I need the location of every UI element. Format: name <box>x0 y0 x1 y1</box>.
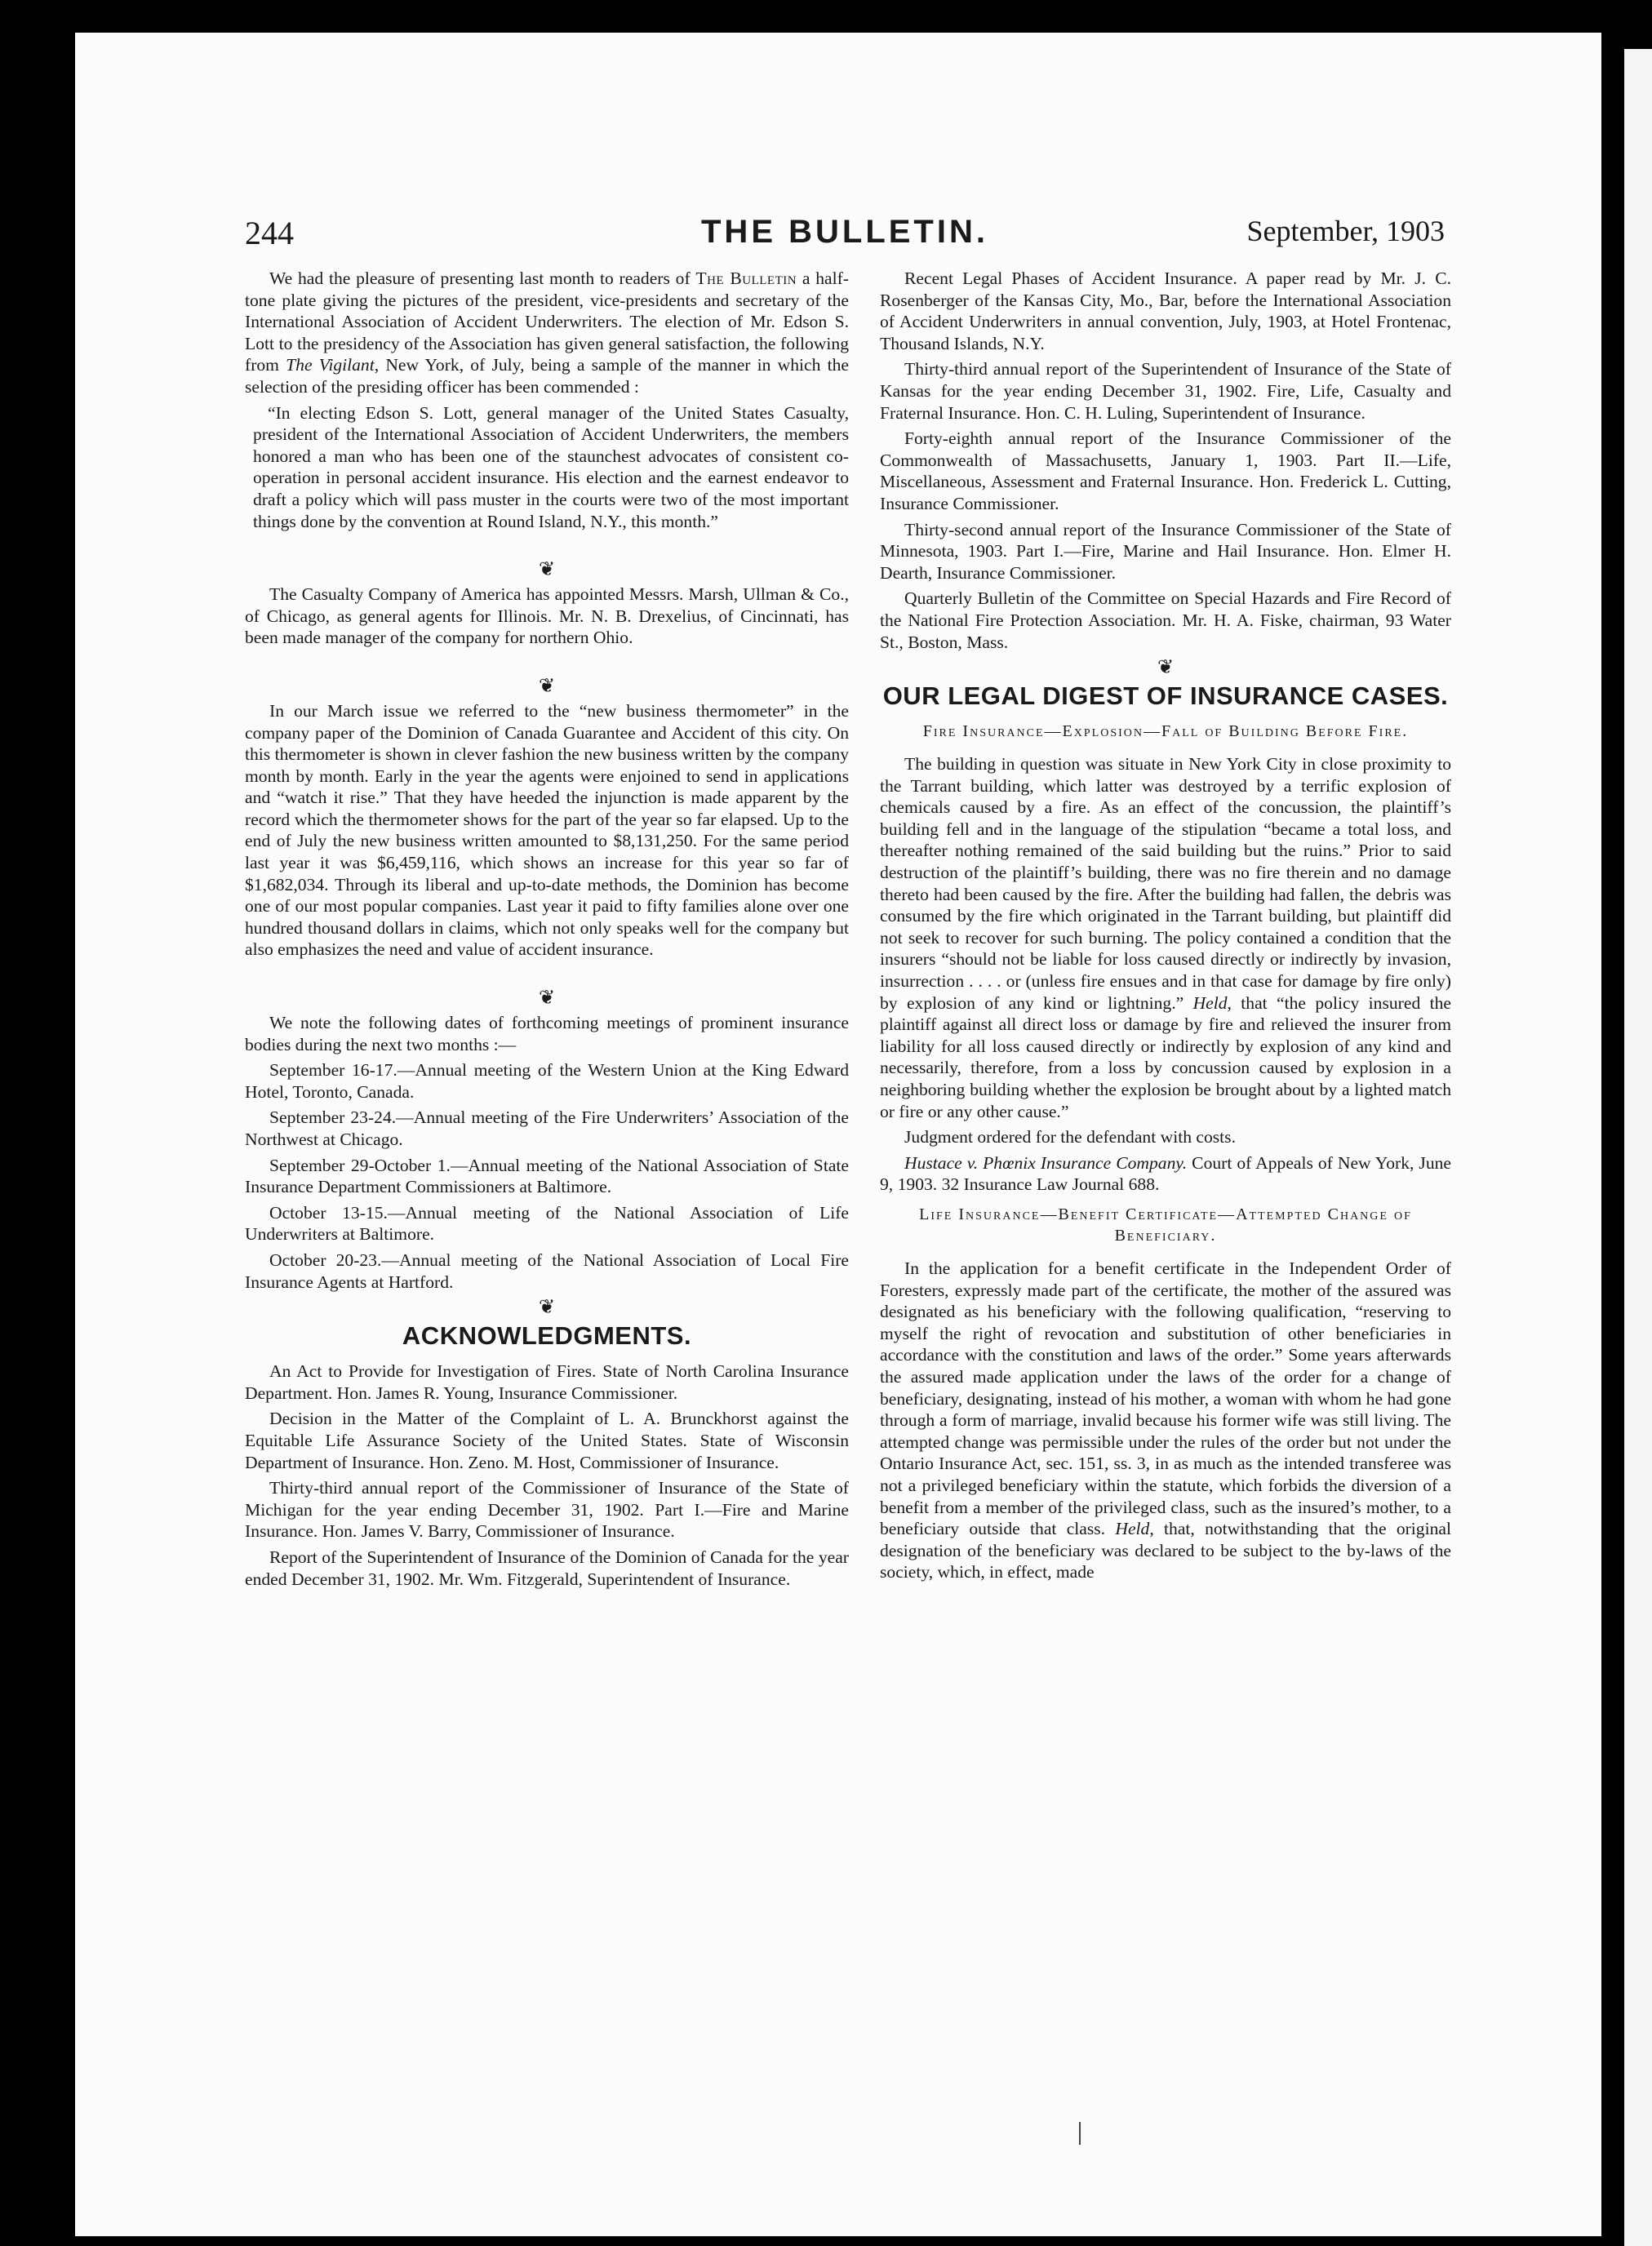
meeting-item: September 29-October 1.—Annual meeting of the National Association of State Insurance Department Commissioners at Baltimore. <box>245 1155 849 1197</box>
acknowledgment-item: Forty-eighth annual report of the Insurance Commissioner of the Commonwealth of Massachusetts, January 1, 1903. Part II.—Life, Miscellaneous, Assessment and Fraternal Insurance. Hon. Frederick L. Cutting, Insurance Commissioner. <box>880 428 1451 513</box>
acknowledgment-item: Quarterly Bulletin of the Committee on Special Hazards and Fire Record of the National Fire Protection Association. Mr. H. A. Fiske, chairman, 93 Water St., Boston, Mass. <box>880 588 1451 652</box>
meeting-item: September 23-24.—Annual meeting of the Fire Underwriters’ Association of the Northwest at Chicago. <box>245 1107 849 1149</box>
fleuron-ornament: ❦ <box>538 988 556 1010</box>
vigilant-italic: The Vigilant <box>286 355 375 375</box>
issue-date: September, 1903 <box>1246 215 1445 247</box>
acknowledgment-item: Thirty-third annual report of the Commissioner of Insurance of the State of Michigan for the year ending December 31, 1902. Part I.—Fire and Marine Insurance. Hon. James V. Barry, Commissioner of Insurance. <box>245 1478 849 1542</box>
intro-paragraph <box>245 268 849 398</box>
fleuron-ornament: ❦ <box>538 559 556 581</box>
acknowledgment-item: Thirty-second annual report of the Insurance Commissioner of the State of Minnesota, 1903. Part I.—Fire, Marine and Hail Insurance. Hon. Elmer H. Dearth, Insurance Commissioner. <box>880 519 1451 583</box>
held-italic: Held <box>1192 992 1228 1013</box>
legal-digest-heading: OUR LEGAL DIGEST OF INSURANCE CASES. <box>882 681 1449 711</box>
left-column <box>245 268 849 1594</box>
section-gap <box>245 536 849 556</box>
page-header <box>245 214 1445 263</box>
case-fire-text-start: The building in question was situate in New York City in close proximity to the Tarrant building, which latter was destroyed by a terrific explosion of chemicals caused by a fire. As an effect of the concussion, the plaintiff’s building fell and in the language of the stipulation “became a total loss, and thereafter nothing remained of the said building but the ruins.” Prior to said destruction of the plaintiff’s building, there was no fire therein and no damage thereto had been caused by the fire. After the building had fallen, the debris was consumed by the fire which originated in the Tarrant building, but plaintiff did not seek to recover for such burning. The policy contained a condition that the insurers “should not be liable for loss caused directly or indirectly by invasion, insurrection . . . . or (unless fire ensues and in that case for damage by fire only) by explosion of any kind or lightning.” <box>880 754 1451 1013</box>
fleuron-ornament: ❦ <box>538 1297 556 1319</box>
fleuron-ornament: ❦ <box>538 675 556 697</box>
journal-title: THE BULLETIN. <box>701 214 988 250</box>
quote-paragraph: “In electing Edson S. Lott, general manager of the United States Casualty, president of the International Association of Accident Underwriters, the members honored a man who has been one of the staunchest advocates of consistent co-operation in personal accident insurance. His election and the earnest endeavor to draft a policy which will pass muster in the courts were two of the most important things done by the convention at Round Island, N.Y., this month.” <box>253 402 849 531</box>
case-name-italic: Hustace v. Phœnix Insurance Company. <box>904 1152 1188 1173</box>
case-fire-citation <box>880 1152 1451 1196</box>
acknowledgment-item: Report of the Superintendent of Insurance of the Dominion of Canada for the year ended December 31, 1902. Mr. Wm. Fitzgerald, Superintendent of Insurance. <box>245 1547 849 1589</box>
acknowledgment-item: Recent Legal Phases of Accident Insurance. A paper read by Mr. J. C. Rosenberger of the Kansas City, Mo., Bar, before the International Association of Accident Underwriters in annual convention, July, 1903, at Hotel Frontenac, Thousand Islands, N.Y. <box>880 269 1451 353</box>
thermometer-paragraph: In our March issue we referred to the “new business thermometer” in the company paper of the Dominion of Canada Guarantee and Accident of this city. On this thermometer is shown in clever fashion the new business written by the company month by month. Early in the year the agents were enjoined to send in applications and “watch it rise.” That they have heeded the injunction is made apparent by the record which the thermometer shows for the part of the year so far elapsed. Up to the end of July the new business written amounted to $8,131,250. For the same period last year it was $6,459,116, which shows an increase for this year so far of $1,682,034. Through its liberal and up-to-date methods, the Dominion has become one of our most popular companies. Last year it paid to fifty families alone over one hundred thousand dollars in claims, which not only speaks well for the company but also emphasizes the need and value of accident insurance. <box>245 700 849 960</box>
acknowledgment-item: Thirty-third annual report of the Superintendent of Insurance of the State of Kansas for the year ending December 31, 1902. Fire, Life, Casualty and Fraternal Insurance. Hon. C. H. Luling, Superintendent of Insurance. <box>880 359 1451 423</box>
acknowledgment-item: Decision in the Matter of the Complaint of L. A. Brunckhorst against the Equitable Life Assurance Society of the United States. State of Wisconsin Department of Insurance. Hon. Zeno. M. Host, Commissioner of Insurance. <box>245 1409 849 1472</box>
case-fire-text-end: , that “the policy insured the plaintiff against all direct loss or damage by fire and relieved the insurer from liability for all loss caused directly or indirectly by explosion of any kind and necessarily, therefore, from a loss by concussion caused by explosion in a neighboring building whether the explosion be brought about by a lighted match or fire or any other cause.” <box>880 992 1451 1121</box>
section-gap <box>245 965 849 984</box>
intro-text-start: We had the pleasure of presenting last month to readers of <box>269 269 696 288</box>
bulletin-smallcaps: The Bulletin <box>695 269 797 288</box>
meetings-intro: We note the following dates of forthcoming meetings of prominent insurance bodies during the next two months :— <box>245 1013 849 1054</box>
casualty-paragraph: The Casualty Company of America has appointed Messrs. Marsh, Ullman & Co., of Chicago, as general agents for Illinois. Mr. N. B. Drexelius, of Cincinnati, has been made manager of the company for northern Ohio. <box>245 584 849 648</box>
case-heading-fire: Fire Insurance—Explosion—Fall of Building Before Fire. <box>922 722 1409 741</box>
case-life-text-end: , that, notwithstanding that the original designation of the beneficiary was declared to be subject to the by-laws of the society, which, in effect, made <box>880 1519 1451 1582</box>
meeting-item: October 20-23.—Annual meeting of the National Association of Local Fire Insurance Agents at Hartford. <box>245 1250 849 1292</box>
section-gap <box>245 653 849 672</box>
right-column <box>880 268 1451 1587</box>
case-heading-life: Life Insurance—Benefit Certificate—Attempted Change of Beneficiary. <box>919 1205 1412 1245</box>
margin-mark <box>1079 2122 1081 2145</box>
case-life-body <box>880 1258 1451 1583</box>
fleuron-ornament: ❦ <box>1157 657 1175 679</box>
meeting-item: September 16-17.—Annual meeting of the Western Union at the King Edward Hotel, Toronto, Canada. <box>245 1060 849 1102</box>
meeting-item: October 13-15.—Annual meeting of the National Association of Life Underwriters at Baltimore. <box>245 1202 849 1245</box>
case-life-text-start: In the application for a benefit certificate in the Independent Order of Foresters, expressly made part of the certificate, the mother of the assured was designated as his beneficiary with the following qualification, “reserving to myself the right of revocation and substitution of other beneficiaries in accordance with the constitution and laws of the order.” Some years afterwards the assured made application under the laws of the order for a change of beneficiary, designating, instead of his mother, a woman with whom he had gone through a form of marriage, invalid because his former wife was still living. The attempted change was permissible under the rules of the order but not under the Ontario Insurance Act, sec. 151, ss. 3, in as much as the intended transferee was not a privileged beneficiary within the statute, which forbids the diversion of a benefit from a member of the privileged class, such as the insured’s mother, to a beneficiary outside that class. <box>880 1258 1451 1539</box>
acknowledgments-heading: ACKNOWLEDGMENTS. <box>402 1321 692 1351</box>
held-italic: Held <box>1115 1519 1150 1539</box>
case-fire-body <box>880 753 1451 1122</box>
intro-text-end: , New York, of July, being a sample of the manner in which the selection of the presiding officer has been commended : <box>245 355 850 397</box>
page-number: 244 <box>245 215 294 251</box>
acknowledgment-item: An Act to Provide for Investigation of Fires. State of North Carolina Insurance Department. Hon. James R. Young, Insurance Commissioner. <box>245 1361 849 1403</box>
facing-page-edge <box>1624 49 1652 2246</box>
case-fire-judgment: Judgment ordered for the defendant with costs. <box>904 1127 1236 1147</box>
case-citation-text: Court of Appeals of New York, June 9, 1903. 32 Insurance Law Journal 688. <box>880 1152 1451 1195</box>
intro-text-middle: a half-tone plate giving the pictures of the president, vice-presidents and secretary of the International Association of Accident Underwriters. The election of Mr. Edson S. Lott to the presidency of the Association has given general satisfaction, the following from <box>245 269 849 375</box>
